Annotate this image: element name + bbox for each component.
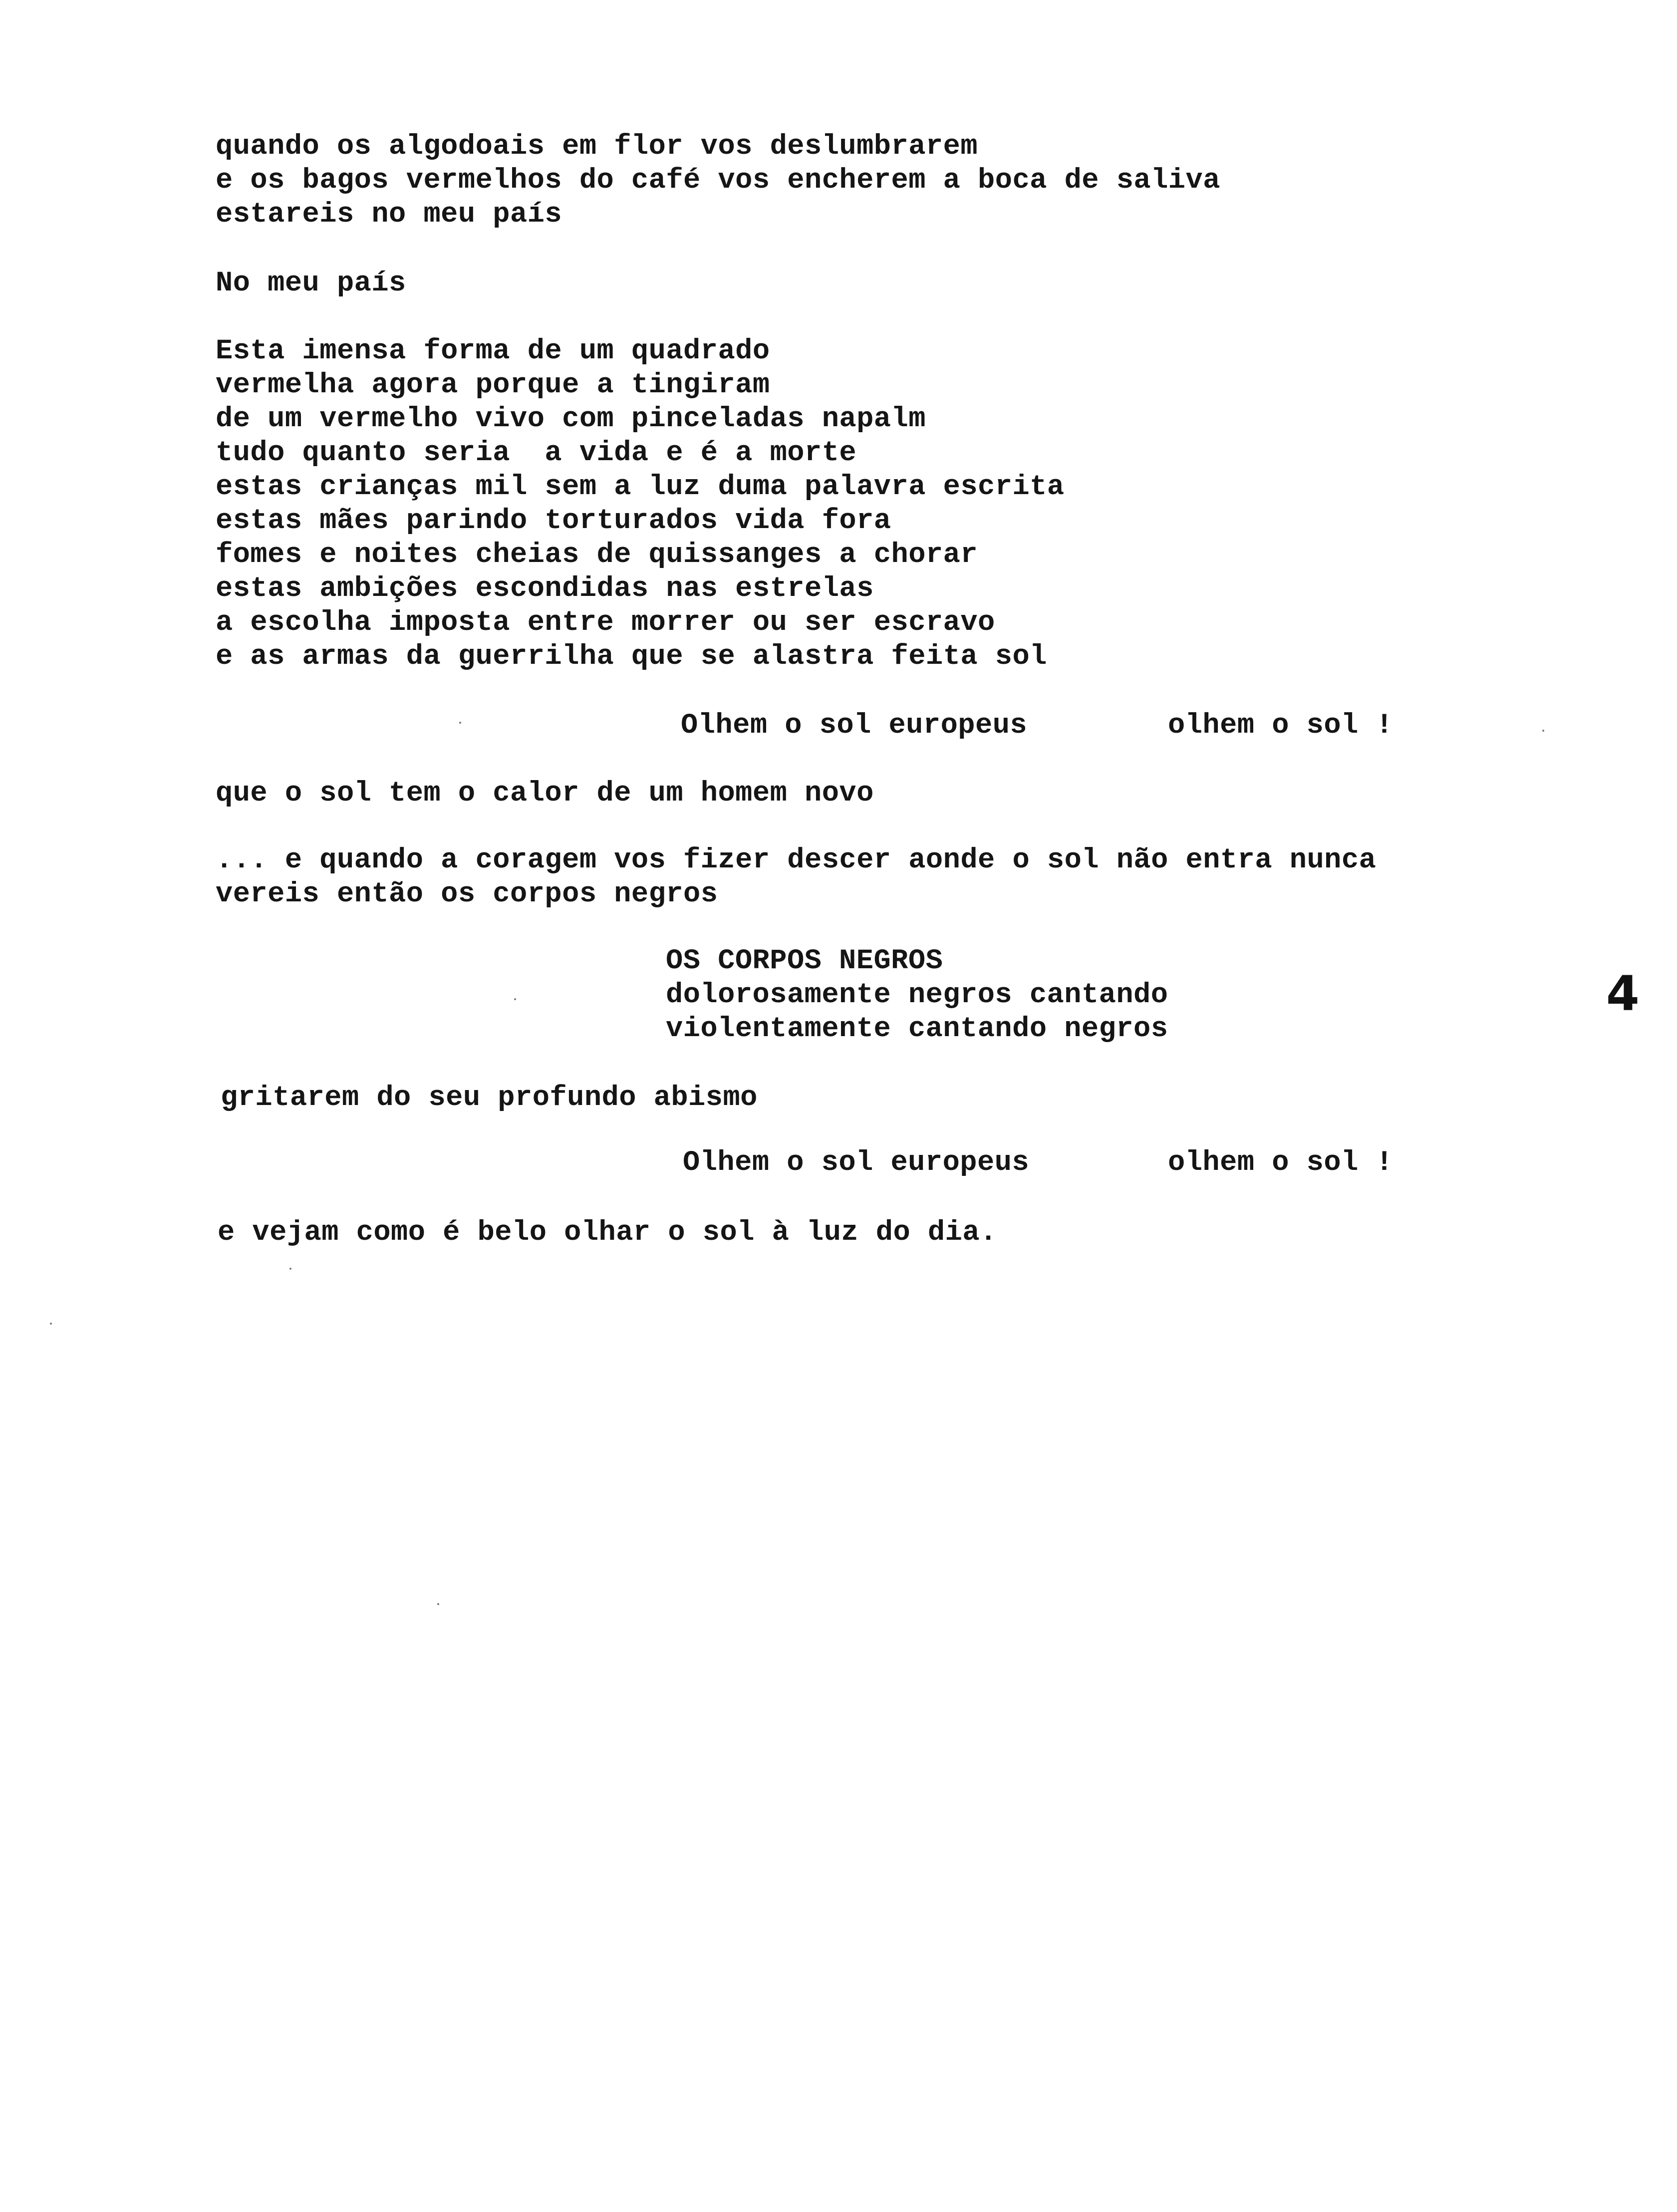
text-line: e vejam como é belo olhar o sol à luz do dia. xyxy=(218,1217,997,1249)
text-line: estas ambições escondidas nas estrelas xyxy=(216,573,874,605)
refrain-line: olhem o sol ! xyxy=(1168,1147,1394,1179)
text-line: de um vermelho vivo com pinceladas napalm xyxy=(216,403,926,435)
text-line: estas crianças mil sem a luz duma palavra escrita xyxy=(216,471,1065,503)
text-line: quando os algodoais em flor vos deslumbrarem xyxy=(216,131,978,163)
paper-speck xyxy=(289,1268,291,1270)
text-line: e as armas da guerrilha que se alastra feita sol xyxy=(216,641,1047,673)
paper-speck xyxy=(50,1323,52,1325)
paper-speck xyxy=(437,1603,439,1605)
text-line: tudo quanto seria a vida e é a morte xyxy=(216,437,857,469)
text-line: e os bagos vermelhos do café vos encherem a boca de saliva xyxy=(216,165,1220,197)
text-line: estareis no meu país xyxy=(216,199,562,231)
text-line: Esta imensa forma de um quadrado xyxy=(216,335,770,367)
paper-speck xyxy=(459,722,461,724)
refrain-line: Olhem o sol europeus xyxy=(683,1147,1030,1179)
paper-speck xyxy=(514,998,516,1000)
text-line: gritarem do seu profundo abismo xyxy=(221,1082,758,1114)
refrain-line: olhem o sol ! xyxy=(1168,710,1394,742)
indented-line: violentamente cantando negros xyxy=(666,1013,1168,1045)
refrain-line: Olhem o sol europeus xyxy=(681,710,1028,742)
text-line: No meu país xyxy=(216,268,406,299)
paper-speck xyxy=(1542,730,1544,732)
text-line: vereis então os corpos negros xyxy=(216,878,718,910)
text-line: ... e quando a coragem vos fizer descer aonde o sol não entra nunca xyxy=(216,844,1377,876)
text-line: estas mães parindo torturados vida fora xyxy=(216,505,891,537)
text-line: a escolha imposta entre morrer ou ser escravo xyxy=(216,607,995,639)
page-number: 4 xyxy=(1606,966,1640,1022)
text-line: fomes e noites cheias de quissanges a chorar xyxy=(216,539,978,571)
text-line: vermelha agora porque a tingiram xyxy=(216,369,770,401)
text-line: que o sol tem o calor de um homem novo xyxy=(216,778,874,810)
indented-line: OS CORPOS NEGROS xyxy=(666,945,943,977)
indented-line: dolorosamente negros cantando xyxy=(666,979,1168,1011)
